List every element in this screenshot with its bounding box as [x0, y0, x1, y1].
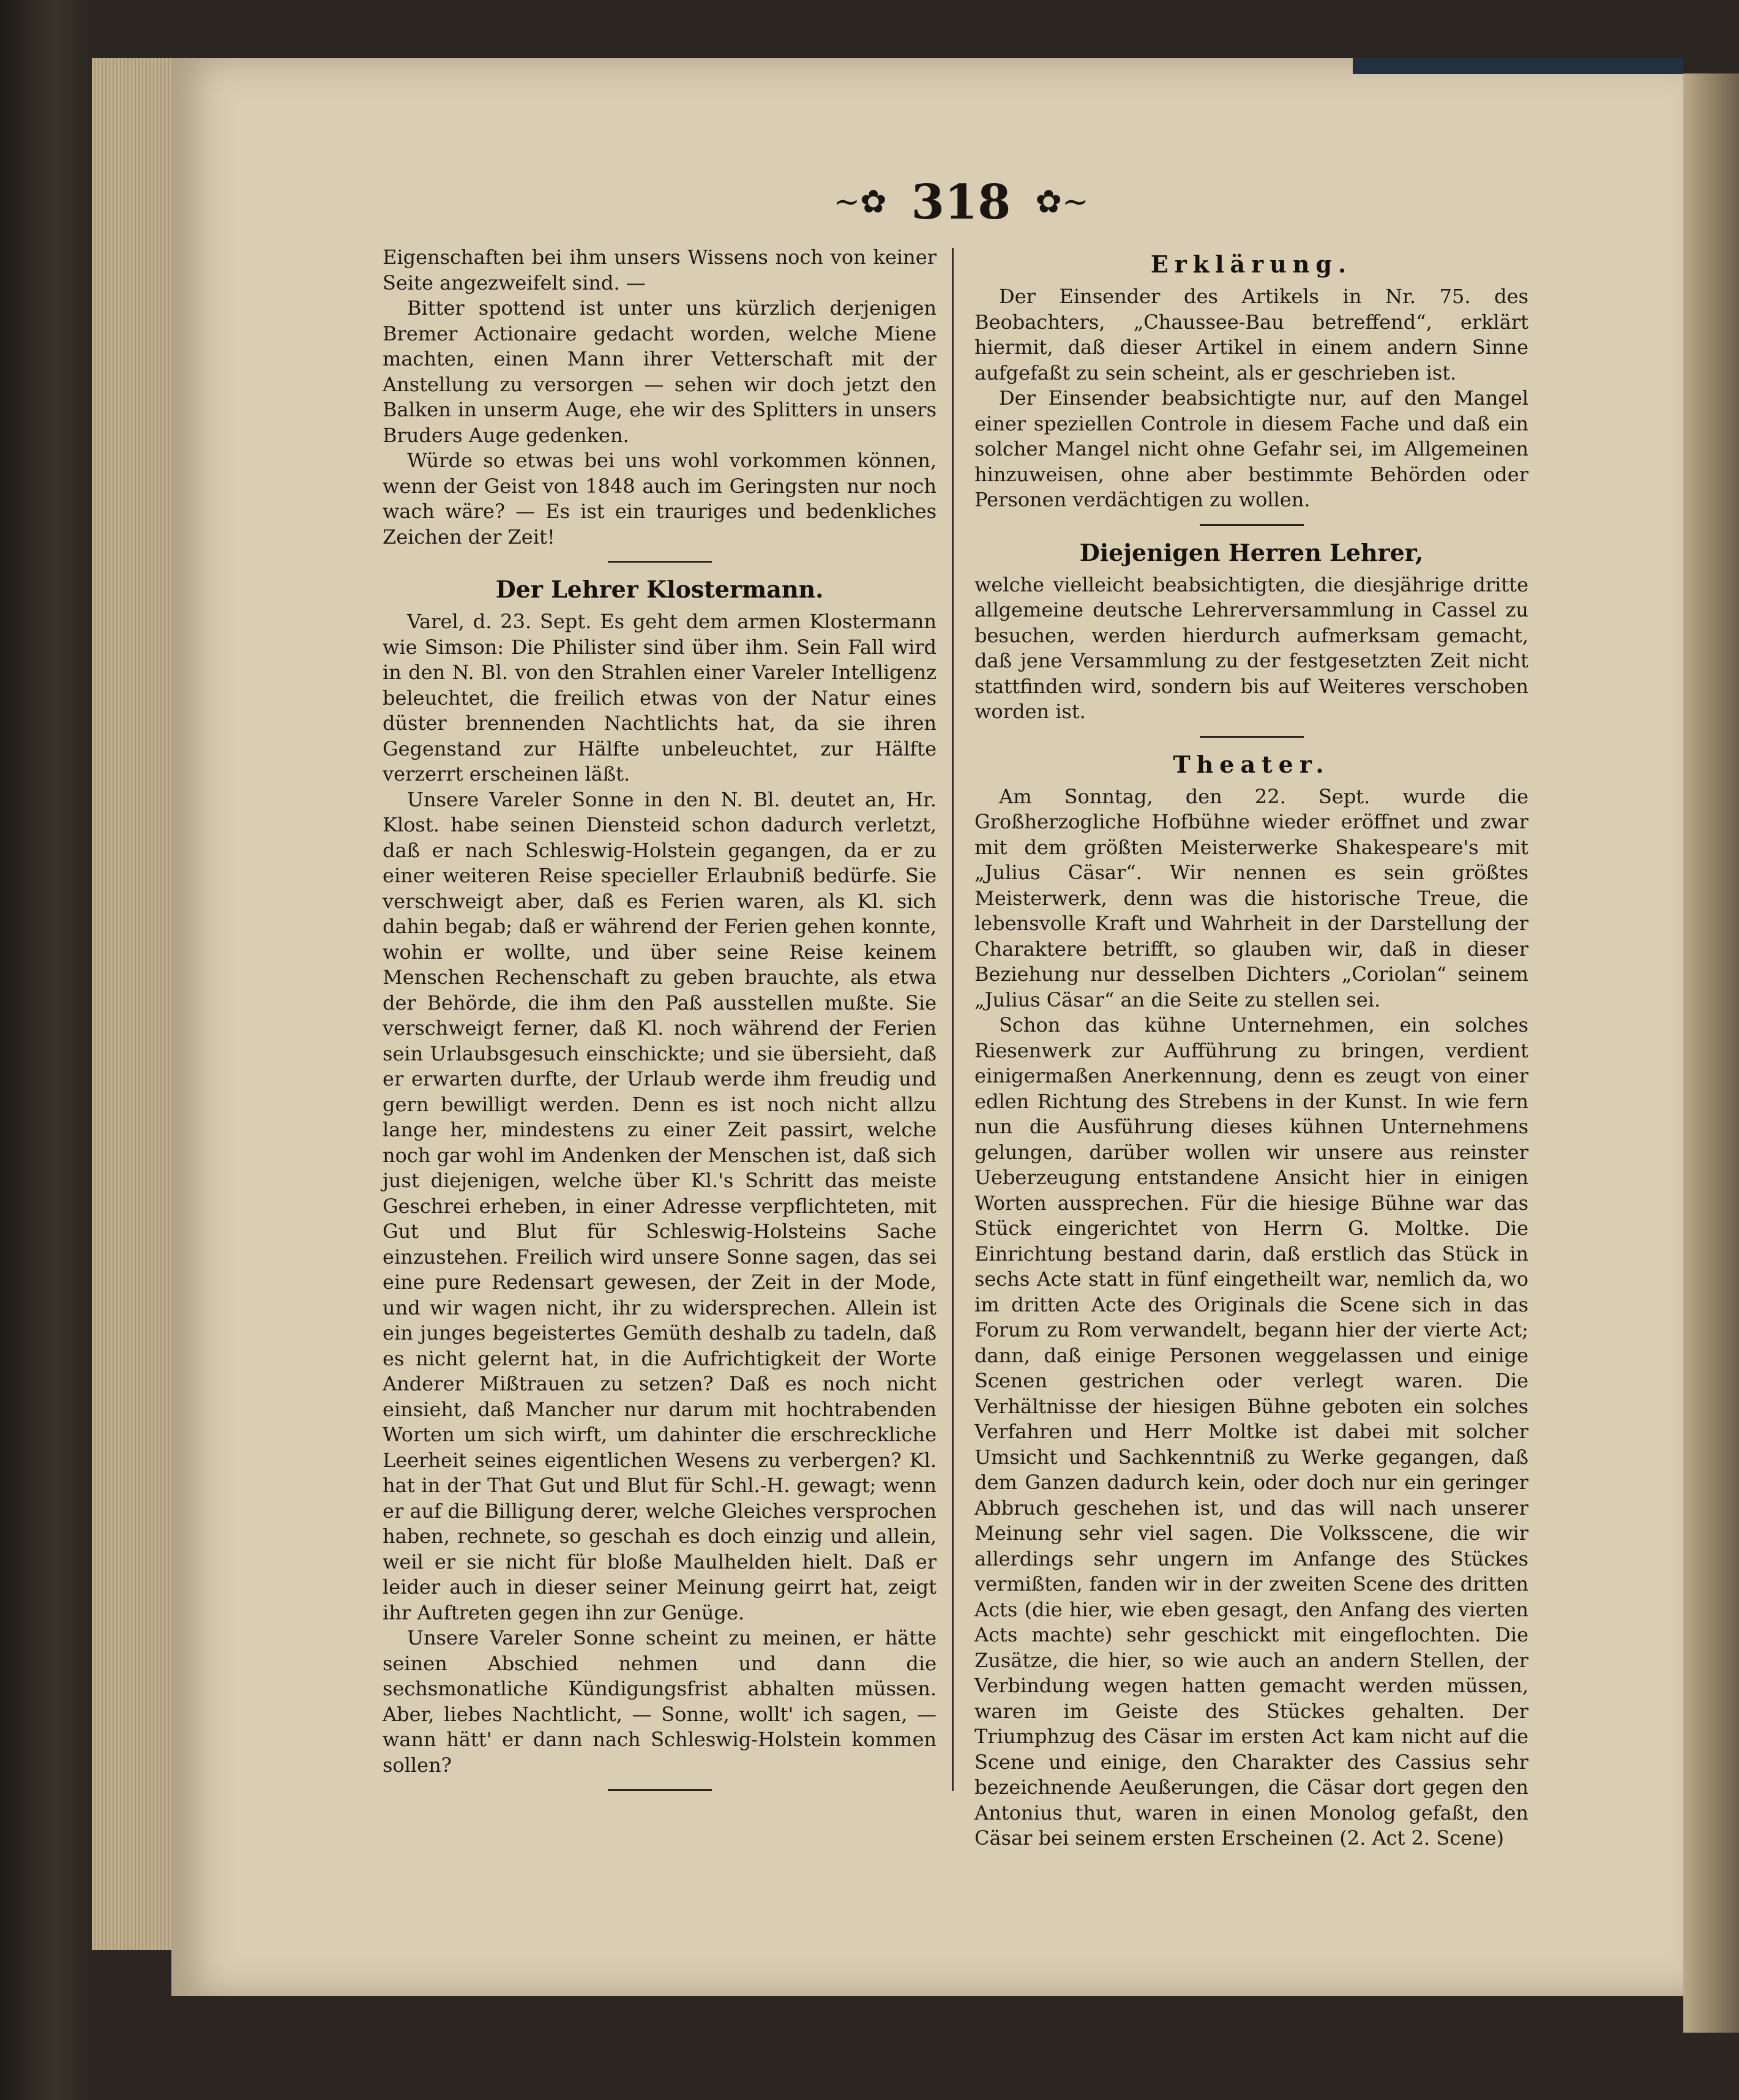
section-divider: [1200, 736, 1304, 738]
paragraph: welche vielleicht beabsichtigten, die diesjährige dritte allgemeine deutsche Lehrerversammlung in Cassel zu besuchen, werden hierdurch aufmerksam gemacht, daß jene Versammlung zu der festgesetzten Zeit nicht stattfinden wird, sondern bis auf Weiteres verschoben worden ist.: [974, 572, 1528, 723]
article-title: Der Lehrer Klostermann.: [495, 576, 824, 603]
paragraph: Eigenschaften bei ihm unsers Wissens noch von keiner Seite angezweifelt sind. —: [383, 246, 937, 294]
paragraph: Unsere Vareler Sonne scheint zu meinen, er hätte seinen Abschied nehmen und dann die sechsmonatliche Kündigungsfrist abhalten müssen. Aber, liebes Nachtlicht, — Sonne, wollt' ich sagen, — wann hätt' er dann nach Schleswig-Holstein kommen sollen?: [383, 1626, 937, 1777]
page-number: 318: [911, 174, 1011, 230]
ornament-left-icon: ∼✿: [833, 184, 887, 220]
facing-page-edge: [1683, 73, 1739, 2033]
book-spine-edge: [0, 0, 92, 2100]
paragraph: Der Einsender beabsichtigte nur, auf den Mangel einer speziellen Controle in diesem Fache und daß ein solcher Mangel nicht ohne Gefahr sei, im Allgemeinen hinzuweisen, ohne aber bestimmte Behörden oder Personen verdächtigen zu wollen.: [974, 386, 1528, 511]
paragraph: Würde so etwas bei uns wohl vorkommen können, wenn der Geist von 1848 auch im Geringsten nur noch wach wäre? — Es ist ein trauriges und bedenkliches Zeichen der Zeit!: [383, 449, 937, 549]
left-column: [383, 245, 937, 1802]
cover-strip: [1353, 58, 1683, 74]
article-title: Theater.: [1173, 750, 1330, 778]
paragraph: Unsere Vareler Sonne in den N. Bl. deutet an, Hr. Klost. habe seinen Diensteid schon dadurch verletzt, daß er nach Schleswig-Holstein gegangen, da er zu einer weiteren Reise specieller Erlaubniß bedürfe. Sie verschweigt aber, daß es Ferien waren, als Kl. sich dahin begab; daß er während der Ferien gehen konnte, wohin er wollte, und über seine Reise keinem Menschen Rechenschaft zu geben brauchte, als etwa der Behörde, die ihm den Paß ausstellen mußte. Sie verschweigt ferner, daß Kl. noch während der Ferien sein Urlaubsgesuch einschickte; und sie übersieht, daß er erwarten durfte, der Urlaub werde ihm freudig und gern bewilligt werden. Denn es ist noch nicht allzu lange her, mindestens zu einer Zeit passirt, welche noch gar wohl im Andenken der Menschen ist, daß sich just diejenigen, welche über Kl.'s Schritt das meiste Geschrei erheben, in einer Adresse verpflichteten, mit Gut und Blut für Schleswig-Holsteins Sache einzustehen. Freilich wird unsere Sonne sagen, das sei eine pure Redensart gewesen, der Zeit in der Mode, und wir wagen nicht, ihr zu widersprechen. Allein ist ein junges begeistertes Gemüth deshalb zu tadeln, daß es nicht gelernt hat, in die Aufrichtigkeit der Worte Anderer Mißtrauen zu setzen? Daß es noch nicht einsieht, daß Mancher nur darum mit hochtrabenden Worten um sich wirft, um dahinter die erschreckliche Leerheit seines eigentlichen Wesens zu verbergen? Kl. hat in der That Gut und Blut für Schl.-H. gewagt; wenn er auf die Billigung derer, welche Gleiches versprochen haben, rechnete, so geschah es doch einzig und allein, weil er sie nicht für bloße Maulhelden hielt. Daß er leider auch in dieser seiner Meinung geirrt hat, zeigt ihr Auftreten gegen ihn zur Genüge.: [383, 787, 937, 1624]
section-divider: [608, 1789, 712, 1791]
ornament-right-icon: ✿∼: [1035, 184, 1089, 220]
paragraph: Bitter spottend ist unter uns kürzlich derjenigen Bremer Actionaire gedacht worden, welche Miene machten, einen Mann ihrer Vetterschaft mit der Anstellung zu versorgen — sehen wir doch jetzt den Balken in unserm Auge, ehe wir des Splitters in unsers Bruders Auge gedenken.: [383, 296, 937, 447]
right-column: [974, 245, 1528, 1851]
column-divider: [952, 248, 954, 1791]
paragraph: Schon das kühne Unternehmen, ein solches Riesenwerk zur Aufführung zu bringen, verdient einigermaßen Anerkennung, denn es zeugt von einer edlen Richtung des Strebens in der Kunst. In wie fern nun die Ausführung dieses kühnen Unternehmens gelungen, darüber wollen wir unsere aus reinster Ueberzeugung entstandene Ansicht hier in einigen Worten aussprechen. Für die hiesige Bühne war das Stück eingerichtet von Herrn G. Moltke. Die Einrichtung bestand darin, daß erstlich das Stück in sechs Acte statt in fünf eingetheilt war, nemlich da, wo im dritten Acte des Originals die Scene sich in das Forum zu Rom verwandelt, begann hier der vierte Act; dann, daß einige Personen weggelassen und einige Scenen gestrichen oder verlegt waren. Die Verhältnisse der hiesigen Bühne geboten ein solches Verfahren und Herr Moltke ist dabei mit solcher Umsicht und Sachkenntniß zu Werke gegangen, daß dem Ganzen dadurch kein, oder doch nur ein geringer Abbruch geschehen ist, und das will nach unserer Meinung sehr viel sagen. Die Volksscene, die wir allerdings sehr ungern im Anfange des Stückes vermißten, fanden wir in der zweiten Scene des dritten Acts (die hier, wie eben gesagt, den Anfang des vierten Acts machte) sehr geschickt mit eingeflochten. Die Zusätze, die hier, so wie auch an andern Stellen, der Verbindung wegen hatten gemacht werden müssen, waren im Geiste des Stückes gehalten. Der Triumphzug des Cäsar im ersten Act kam nicht auf die Scene und einige, den Charakter des Cassius sehr bezeichnende Aeußerungen, die Cäsar dort gegen den Antonius thut, waren in einen Monolog gefaßt, den Cäsar bei seinem ersten Erscheinen (2. Act 2. Scene): [974, 1013, 1528, 1850]
article-title: Erklärung.: [1150, 250, 1353, 278]
section-divider: [608, 561, 712, 563]
page-stack: [92, 58, 178, 1950]
paragraph: Varel, d. 23. Sept. Es geht dem armen Klostermann wie Simson: Die Philister sind über ihm. Sein Fall wird in den N. Bl. von den Strahlen einer Vareler Intelligenz beleuchtet, die freilich etwas von der Natur eines düster brennenden Nachtlichts hat, da sie ihren Gegenstand zur Hälfte unbeleuchtet, zur Hälfte verzerrt erscheinen läßt.: [383, 610, 937, 786]
paragraph: Am Sonntag, den 22. Sept. wurde die Großherzogliche Hofbühne wieder eröffnet und zwar mit dem größten Meisterwerke Shakespeare's mit „Julius Cäsar“. Wir nennen es sein größtes Meisterwerk, denn was die historische Treue, die lebensvolle Kraft und Wahrheit in der Darstellung der Charaktere betrifft, so glauben wir, daß in dieser Beziehung nur desselben Dichters „Coriolan“ seinem „Julius Cäsar“ an die Seite zu stellen sei.: [974, 784, 1528, 1011]
section-divider: [1200, 524, 1304, 526]
paragraph: Der Einsender des Artikels in Nr. 75. des Beobachters, „Chaussee-Bau betreffend“, erklärt hiermit, daß dieser Artikel in einem andern Sinne aufgefaßt zu sein scheint, als er geschrieben ist.: [974, 285, 1528, 384]
page-header: [814, 174, 1108, 230]
article-title: Diejenigen Herren Lehrer,: [1079, 538, 1424, 566]
